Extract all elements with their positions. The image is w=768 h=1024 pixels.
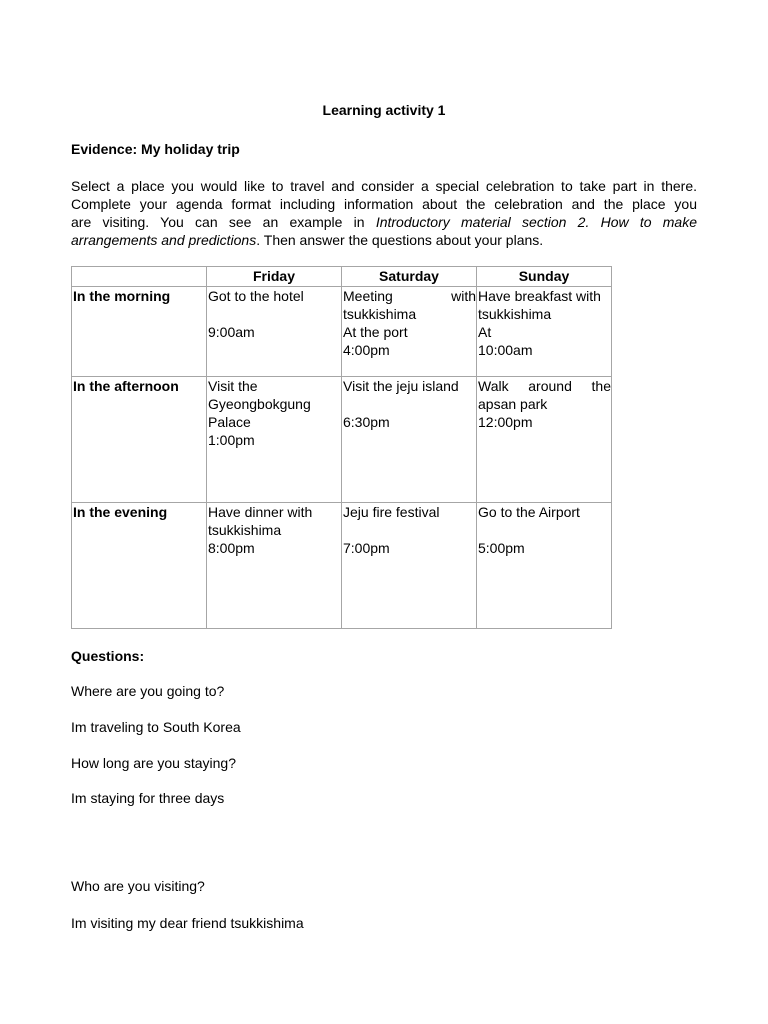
- cell-line-time: 4:00pm: [343, 342, 390, 358]
- cell-saturday-afternoon: [342, 377, 477, 503]
- cell-line-time: 9:00am: [208, 324, 255, 340]
- intro-line-4-italic: arrangements and predictions: [71, 232, 257, 248]
- cell-line-time: 5:00pm: [478, 540, 525, 556]
- cell-line: Go to the Airport: [478, 504, 580, 520]
- row-label-afternoon: In the afternoon: [72, 377, 207, 503]
- cell-sunday-afternoon: [477, 377, 612, 503]
- questions-heading: Questions:: [71, 648, 145, 664]
- question-text: Where are you going to?: [71, 683, 225, 699]
- cell-friday-morning: [207, 287, 342, 377]
- intro-line-3-italic: Introductory material section 2. How to make: [375, 214, 697, 230]
- cell-line: apsan park: [478, 396, 548, 412]
- header-saturday: Saturday: [342, 267, 477, 287]
- cell-line: Have breakfast with: [478, 288, 601, 304]
- cell-line-time: 8:00pm: [208, 540, 255, 556]
- answer-text: Im traveling to South Korea: [71, 719, 241, 735]
- intro-line-4-text: . Then answer the questions about your plans.: [256, 232, 544, 248]
- question-text: Who are you visiting?: [71, 878, 205, 894]
- header-sunday: Sunday: [477, 267, 612, 287]
- row-label-morning: In the morning: [72, 287, 207, 377]
- cell-friday-afternoon: [207, 377, 342, 503]
- intro-line-3-text: are visiting. You can see an example in: [71, 214, 376, 230]
- cell-line: At: [478, 324, 492, 340]
- header-friday: Friday: [207, 267, 342, 287]
- cell-line-blank: [343, 395, 476, 413]
- row-label-evening: In the evening: [72, 503, 207, 629]
- cell-line: Walk around the: [478, 378, 611, 394]
- cell-line-time: 7:00pm: [343, 540, 390, 556]
- cell-saturday-evening: [342, 503, 477, 629]
- cell-line: Got to the hotel: [208, 288, 304, 304]
- cell-line: At the port: [343, 324, 408, 340]
- cell-line: Have dinner with: [208, 504, 313, 520]
- table-row-evening: [72, 503, 612, 629]
- intro-line-1: Select a place you would like to travel and consider a special celebration to take part in there.: [71, 178, 697, 194]
- cell-line: tsukkishima: [478, 306, 552, 322]
- cell-line-time: 10:00am: [478, 342, 533, 358]
- cell-line: Jeju fire festival: [343, 504, 440, 520]
- table-row-morning: [72, 287, 612, 377]
- table-row-afternoon: [72, 377, 612, 503]
- cell-line-blank: [208, 305, 341, 323]
- document-title: Learning activity 1: [322, 102, 446, 118]
- question-text: How long are you staying?: [71, 755, 236, 771]
- cell-friday-evening: [207, 503, 342, 629]
- cell-sunday-evening: [477, 503, 612, 629]
- intro-paragraph: [71, 177, 697, 249]
- cell-line-time: 12:00pm: [478, 414, 533, 430]
- cell-line: Palace: [208, 414, 251, 430]
- answer-text: Im visiting my dear friend tsukkishima: [71, 915, 304, 931]
- cell-line: Visit the jeju island: [343, 378, 459, 394]
- cell-line: tsukkishima: [208, 522, 282, 538]
- agenda-table: [71, 266, 612, 629]
- cell-saturday-morning: [342, 287, 477, 377]
- cell-line: tsukkishima: [343, 306, 417, 322]
- cell-line: Visit the: [208, 378, 258, 394]
- intro-line-4: [71, 231, 697, 249]
- cell-sunday-morning: [477, 287, 612, 377]
- header-empty: [72, 267, 207, 287]
- cell-line-blank: [478, 521, 611, 539]
- cell-line-blank: [343, 521, 476, 539]
- cell-line-time: 6:30pm: [343, 414, 390, 430]
- answer-text: Im staying for three days: [71, 790, 225, 806]
- cell-line-time: 1:00pm: [208, 432, 255, 448]
- evidence-heading: Evidence: My holiday trip: [71, 141, 240, 157]
- cell-line: Gyeongbokgung: [208, 396, 311, 412]
- cell-line: Meeting with: [343, 288, 476, 304]
- table-header-row: [72, 267, 612, 287]
- intro-line-2: Complete your agenda format including information about the celebration and the place you: [71, 196, 697, 212]
- intro-line-3: [71, 213, 697, 231]
